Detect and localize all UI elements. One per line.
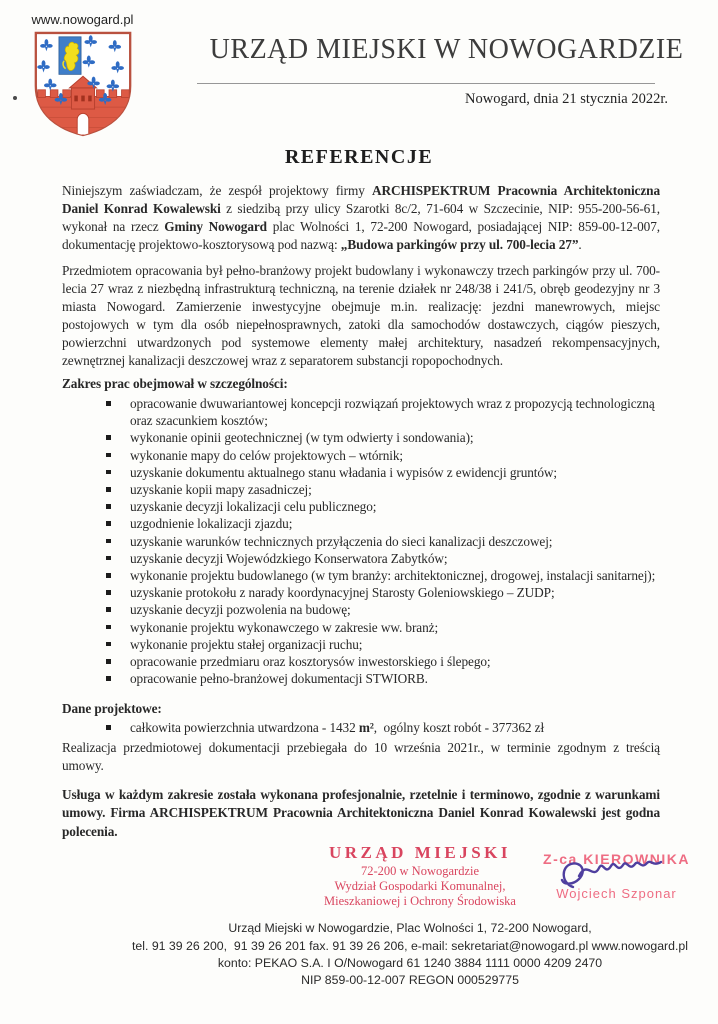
scope-list-item: opracowanie dwuwariantowej koncepcji rozwiązań projektowych wraz z propozycją technologiczną oraz szacunkiem kosztów;	[105, 395, 660, 429]
letterhead	[0, 0, 718, 143]
header-divider	[197, 83, 655, 84]
project-data-heading: Dane projektowe:	[62, 701, 162, 717]
intro-run: Niniejszym zaświadczam, że zespół projektowy firmy	[62, 183, 372, 198]
header-right	[140, 10, 698, 143]
intro-run: .	[578, 237, 582, 252]
date-line: Nowogard, dnia 21 stycznia 2022r.	[465, 91, 668, 107]
pd-run: całkowita powierzchnia utwardzona - 1432	[130, 720, 359, 736]
project-data-item	[105, 719, 660, 737]
signature-scribble-icon	[549, 853, 679, 899]
letter-footer	[110, 920, 710, 989]
intro-project-name: „Budowa parkingów przy ul. 700-lecia 27”	[340, 237, 579, 252]
stamps-area	[62, 843, 690, 914]
scope-list-item: uzyskanie decyzji Wojewódzkiego Konserwatora Zabytków;	[105, 550, 660, 567]
office-stamp	[300, 844, 540, 908]
deputy-stamp-title: Z-ca KIEROWNIKA	[543, 851, 690, 868]
footer-nip-regon: NIP 859-00-12-007 REGON 000529775	[301, 973, 519, 988]
subject-paragraph: Przedmiotem opracowania był pełno-branżowy projekt budowlany i wykonawczy trzech parkingów przy ul. 700-lecia 27 wraz z niezbędną infrastrukturą techniczną, na terenie działek nr 248/38 i 241/5, obręb geodezyjny nr 3 miasta Nowogard. Zamierzenie inwestycyjne obejmuje m.in. realizację: jezdni manewrowych, miejsc postojowych w tym dla osób niepełnosprawnych, zatoki dla samochodów dostawczych, ciągów pieszych, powierzchni utwardzonych pod systemowe elementy małej architektury, nasadzeń rekompensacyjnych, zewnętrznej kanalizacji deszczowej wraz z separatorem substancji ropopochodnych.	[62, 263, 660, 368]
scope-heading: Zakres prac obejmował w szczególności:	[62, 376, 288, 391]
scope-list-item: uzyskanie dokumentu aktualnego stanu władania i wypisów z ewidencji gruntów;	[105, 464, 660, 481]
handwritten-signature	[549, 853, 679, 899]
intro-company-name: ARCHISPEKTRUM Pracownia Architektoniczna Daniel Konrad Kowalewski	[62, 183, 660, 216]
scope-list-item: uzyskanie protokołu z narady koordynacyjnej Starosty Goleniowskiego – ZUDP;	[105, 584, 660, 601]
scope-list-item: uzgodnienie lokalizacji zjazdu;	[105, 515, 660, 532]
deputy-head-stamp	[514, 851, 718, 901]
scope-list-item: wykonanie opinii geotechnicznej (w tym odwierty i sondowania);	[105, 429, 660, 446]
scope-list-item: uzyskanie warunków technicznych przyłączenia do sieci kanalizacji deszczowej;	[105, 533, 660, 550]
intro-run: plac Wolności 1, 72-200 Nowogard, posiadającej NIP: 859-00-12-007, dokumentację projektowo-kosztorysową pod nazwą:	[62, 219, 660, 252]
office-stamp-line: Mieszkaniowej i Ochrony Środowiska	[324, 893, 516, 908]
scope-list-item: opracowanie pełno-branżowej dokumentacji STWIORB.	[105, 670, 660, 687]
realization-paragraph: Realizacja przedmiotowej dokumentacji przebiegała do 10 września 2021r., w terminie zgodnym z treścią umowy.	[62, 739, 660, 774]
intro-run: z siedzibą przy ulicy Szarotki 8c/2, 71-604 w Szczecinie, NIP: 955-200-56-61, wykonał na rzecz	[62, 201, 660, 234]
office-stamp-line: URZĄD MIEJSKI	[329, 843, 511, 863]
scope-list-item: wykonanie mapy do celów projektowych – wtórnik;	[105, 447, 660, 464]
footer-bank-account: konto: PEKAO S.A. I O/Nowogard 61 1240 3884 1111 0000 4209 2470	[217, 956, 603, 971]
footer-contact: tel. 91 39 26 200, 91 39 26 201 fax. 91 39 26 206, e-mail: sekretariat@nowogard.pl www.nowogard.pl	[132, 938, 688, 953]
document-title: REFERENCJE	[284, 146, 434, 168]
scope-list-item: opracowanie przedmiaru oraz kosztorysów inwestorskiego i ślepego;	[105, 653, 660, 670]
scope-list-item: wykonanie projektu stałej organizacji ruchu;	[105, 636, 660, 653]
scan-artifact-dot	[13, 96, 17, 100]
website-url: www.nowogard.pl	[31, 12, 134, 27]
office-stamp-line: 72-200 w Nowogardzie	[360, 864, 480, 879]
scope-list-item: uzyskanie decyzji lokalizacji celu publicznego;	[105, 498, 660, 515]
nowogard-coat-of-arms-icon	[31, 30, 135, 138]
intro-client-name: Gminy Nowogard	[164, 219, 267, 234]
scope-list	[62, 395, 660, 687]
pd-unit: m²	[358, 720, 374, 736]
pd-run: , ogólny koszt robót - 377362 zł	[373, 720, 545, 736]
office-stamp-line: Wydział Gospodarki Komunalnej,	[334, 878, 506, 893]
deputy-stamp-name: Wojciech Szponar	[556, 886, 677, 902]
footer-address: Urząd Miejski w Nowogardzie, Plac Wolności 1, 72-200 Nowogard,	[228, 921, 592, 936]
closing-paragraph: Usługa w każdym zakresie została wykonana profesjonalnie, rzetelnie i terminowo, zgodnie z warunkami umowy. Firma ARCHISPEKTRUM Pracownia Architektoniczna Daniel Konrad Kowalewski jest godna polecenia.	[62, 786, 660, 839]
scope-list-item: wykonanie projektu budowlanego (w tym branży: architektonicznej, drogowej, instalacji sanitarnej);	[105, 567, 660, 584]
logo-column	[25, 10, 140, 143]
intro-paragraph	[62, 182, 660, 254]
scope-list-item: wykonanie projektu wykonawczego w zakresie ww. branż;	[105, 619, 660, 636]
letter-body	[62, 182, 660, 841]
scope-list-item: uzyskanie kopii mapy zasadniczej;	[105, 481, 660, 498]
scope-list-item: uzyskanie decyzji pozwolenia na budowę;	[105, 601, 660, 618]
organization-title: URZĄD MIEJSKI W NOWOGARDZIE	[209, 34, 684, 65]
